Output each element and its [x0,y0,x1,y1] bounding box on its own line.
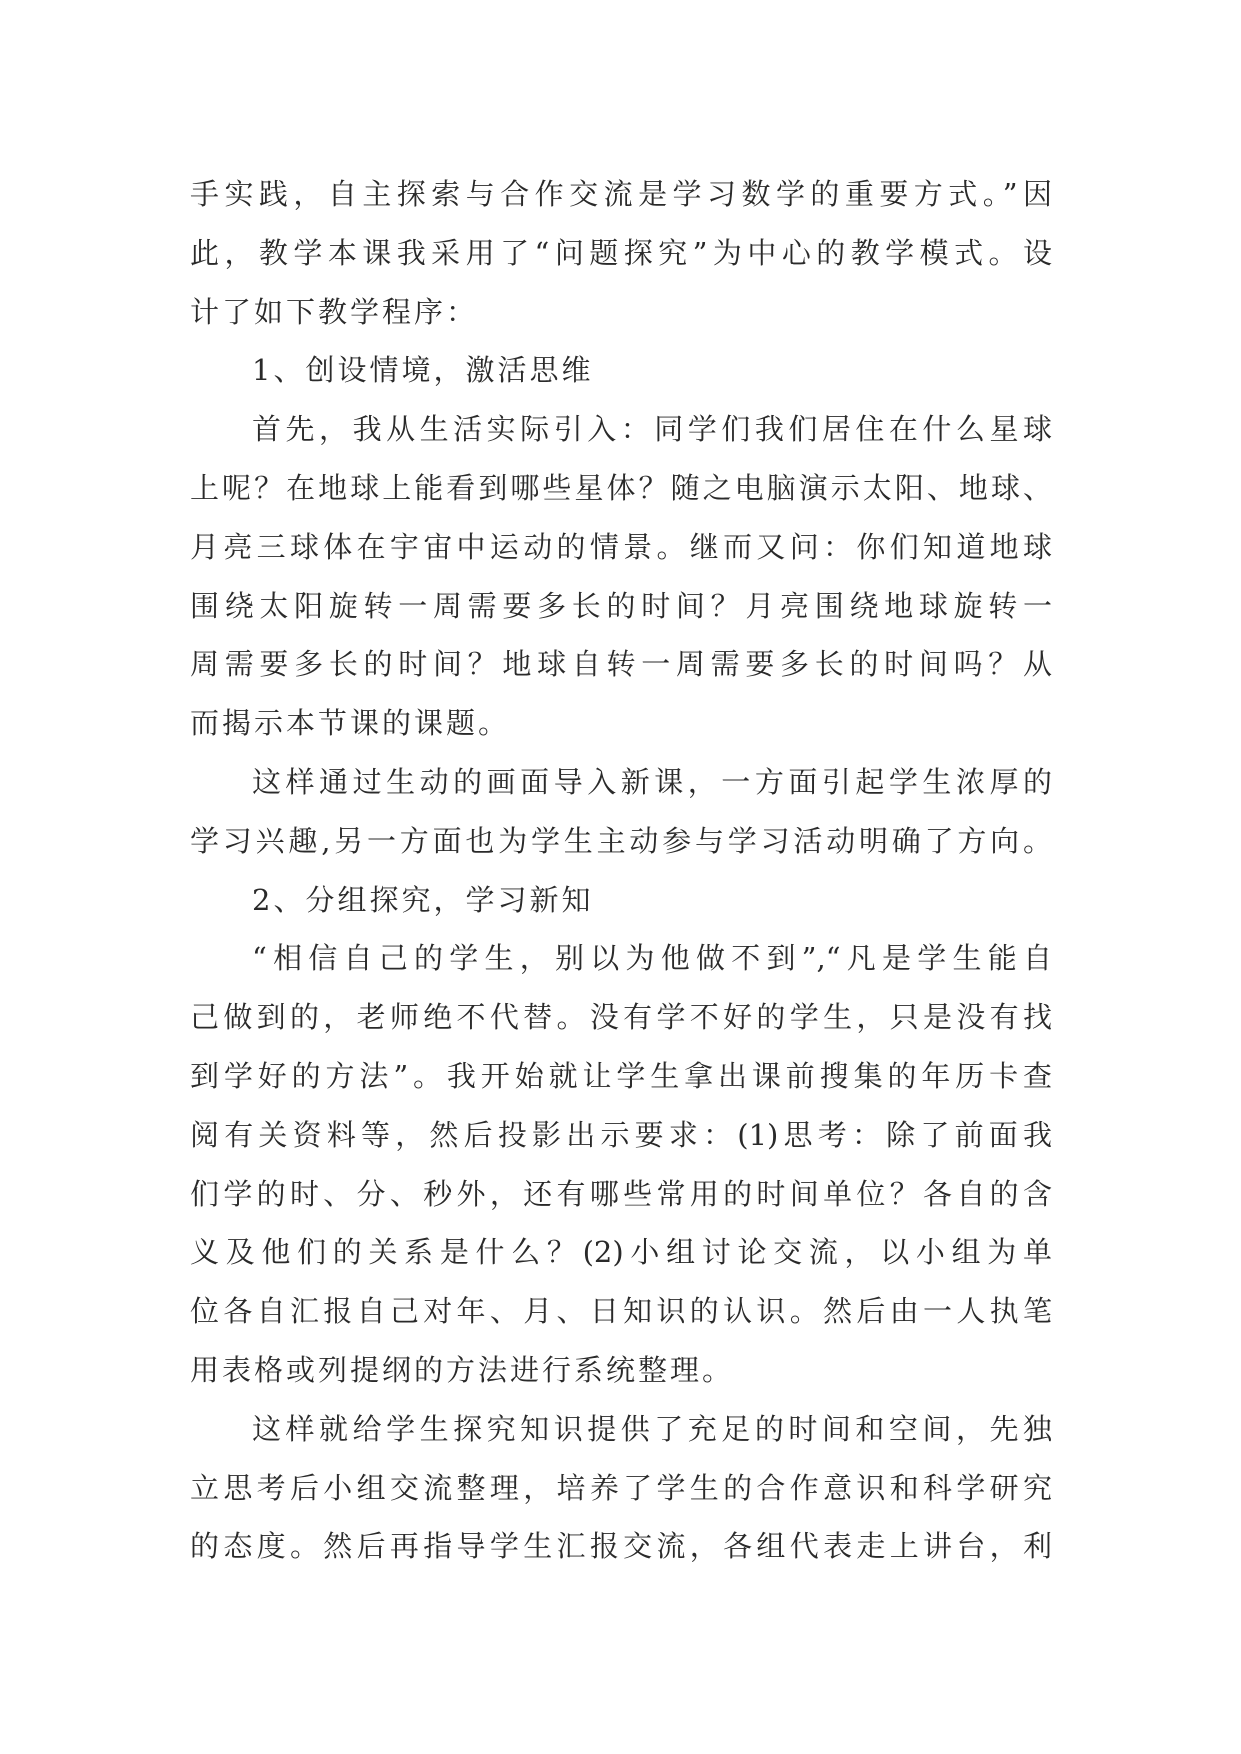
text-line: 用表格或列提纲的方法进行系统整理。 [190,1352,735,1387]
text-line: 们学的时、分、秒外，还有哪些常用的时间单位？各自的含 [190,1176,1052,1211]
text-line: “相信自己的学生，别以为他做不到”,“凡是学生能自 [252,941,1052,976]
text-line: 计了如下教学程序： [190,294,479,329]
text-line: 而揭示本节课的课题。 [190,706,511,741]
section-heading: 2、分组探究，学习新知 [252,882,594,917]
document-body [190,165,1052,1576]
text-line: 首先，我从生活实际引入：同学们我们居住在什么星球 [252,412,1052,447]
text-line: 位各自汇报自己对年、月、日知识的认识。然后由一人执笔 [190,1294,1052,1329]
text-line: 学习兴趣,另一方面也为学生主动参与学习活动明确了方向。 [190,823,1052,858]
text-line: 阅有关资料等，然后投影出示要求：(1)思考：除了前面我 [190,1117,1052,1152]
text-line: 到学好的方法”。我开始就让学生拿出课前搜集的年历卡查 [190,1058,1052,1093]
text-line: 围绕太阳旋转一周需要多长的时间？月亮围绕地球旋转一 [190,588,1052,623]
text-line: 立思考后小组交流整理，培养了学生的合作意识和科学研究 [190,1470,1052,1505]
text-line: 此，教学本课我采用了“问题探究”为中心的教学模式。设 [190,235,1052,270]
text-line: 上呢？在地球上能看到哪些星体？随之电脑演示太阳、地球、 [190,470,1052,505]
text-line: 手实践，自主探索与合作交流是学习数学的重要方式。”因 [190,177,1052,211]
text-line: 义及他们的关系是什么？(2)小组讨论交流，以小组为单 [190,1235,1052,1270]
text-line: 这样就给学生探究知识提供了充足的时间和空间，先独 [252,1411,1052,1446]
section-heading: 1、创设情境，激活思维 [252,353,594,388]
text-line: 月亮三球体在宇宙中运动的情景。继而又问：你们知道地球 [190,529,1052,564]
text-line: 的态度。然后再指导学生汇报交流，各组代表走上讲台，利 [190,1529,1052,1564]
text-line: 周需要多长的时间？地球自转一周需要多长的时间吗？从 [190,647,1052,682]
text-line: 己做到的，老师绝不代替。没有学不好的学生，只是没有找 [190,1000,1052,1035]
text-line: 这样通过生动的画面导入新课，一方面引起学生浓厚的 [252,764,1052,799]
